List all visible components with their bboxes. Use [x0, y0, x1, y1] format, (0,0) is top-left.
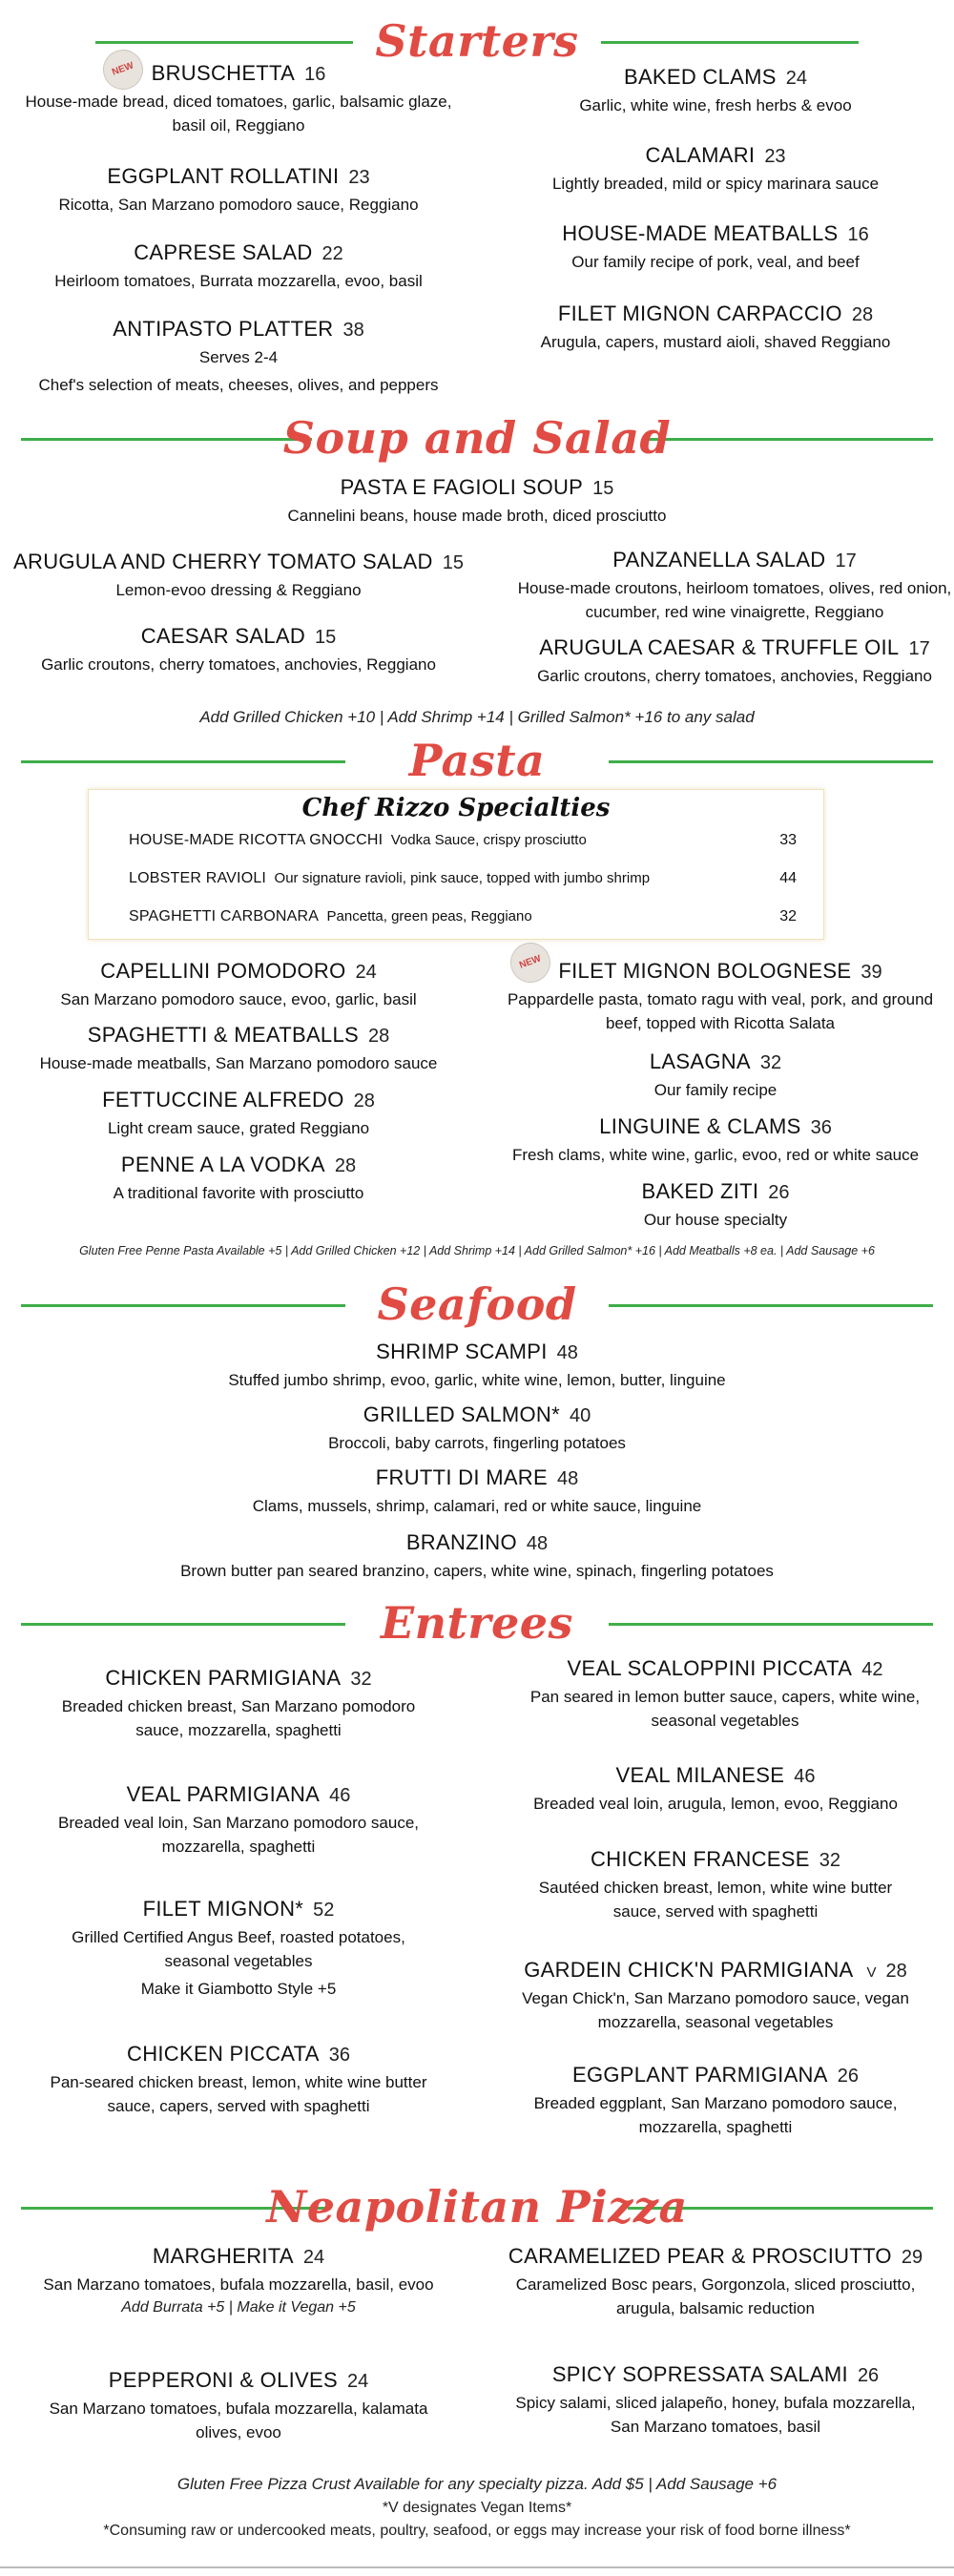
item-description: House-made meatballs, San Marzano pomodoro sauce [39, 1054, 438, 1072]
menu-item [477, 2362, 954, 2439]
menu-item [477, 2063, 954, 2139]
item-description: Garlic croutons, cherry tomatoes, anchovies, Reggiano [41, 655, 436, 674]
salad-addons-note: Add Grilled Chicken +10 | Add Shrimp +14 | Grilled Salmon* +16 to any salad [199, 708, 755, 726]
item-name: BAKED ZITI [641, 1179, 759, 1203]
item-name: FRUTTI DI MARE [375, 1465, 548, 1489]
menu-item [0, 2042, 477, 2118]
item-name: ANTIPASTO PLATTER [113, 317, 334, 341]
specialty-row [129, 908, 797, 925]
item-name: CARAMELIZED PEAR & PROSCIUTTO [508, 2244, 892, 2268]
item-name: LASAGNA [649, 1049, 751, 1073]
item-description: Light cream sauce, grated Reggiano [107, 1119, 370, 1137]
item-price: 16 [847, 224, 869, 245]
section-pizza [0, 2173, 954, 2240]
menu-item [0, 1897, 477, 2001]
item-name: GRILLED SALMON* [363, 1402, 560, 1426]
item-price: 23 [764, 146, 786, 167]
item-description: Garlic, white wine, fresh herbs & evoo [579, 96, 852, 114]
item-description: San Marzano pomodoro sauce, evoo, garlic, basil [60, 990, 417, 1008]
specialty-row [129, 832, 797, 849]
item-description: Broccoli, baby carrots, fingerling potatoes [328, 1434, 626, 1452]
item-price: 24 [785, 68, 808, 89]
item-price: 46 [794, 1766, 816, 1787]
item-description: Serves 2-4 [198, 348, 279, 366]
item-price: 32 [350, 1669, 372, 1690]
item-price: 28 [353, 1091, 375, 1111]
item-name: PENNE A LA VODKA [120, 1153, 325, 1176]
item-name: CAPRESE SALAD [134, 240, 313, 264]
item-name: BRANZINO [405, 1530, 517, 1554]
footer-vegan-note: *V designates Vegan Items* [382, 2500, 572, 2516]
item-price: 15 [592, 478, 614, 499]
item-price: 23 [348, 167, 370, 188]
item-name: CALAMARI [645, 143, 756, 167]
menu-item [0, 317, 477, 397]
specialty-description: Our signature ravioli, pink sauce, topped with jumbo shrimp [274, 870, 651, 886]
item-price: 15 [315, 627, 337, 648]
item-price: 32 [759, 1052, 782, 1073]
section-title: Entrees [381, 1597, 573, 1649]
item-description: House-made croutons, heirloom tomatoes, olives, red onion, cucumber, red wine vinaigrette, Reggiano [517, 579, 952, 621]
menu-item [487, 959, 954, 1035]
item-name: FILET MIGNON* [142, 1897, 304, 1921]
menu-item [477, 1847, 954, 1923]
item-price: 26 [837, 2066, 859, 2087]
item-price: 24 [302, 2247, 325, 2268]
item-name: CHICKEN PARMIGIANA [105, 1666, 342, 1690]
item-price: 46 [329, 1785, 351, 1806]
menu-item [0, 1153, 477, 1205]
menu-item [515, 635, 954, 688]
item-price: 48 [556, 1342, 578, 1363]
item-description: Our family recipe [653, 1081, 778, 1099]
item-name: PEPPERONI & OLIVES [108, 2368, 338, 2392]
item-price: 15 [442, 552, 464, 573]
item-description: Pan-seared chicken breast, lemon, white wine butter sauce, capers, served with spaghetti [50, 2073, 427, 2115]
item-price: 40 [569, 1405, 591, 1426]
item-price: 17 [908, 638, 930, 659]
menu-item [477, 2244, 954, 2320]
item-description: Garlic croutons, cherry tomatoes, anchovies, Reggiano [537, 667, 932, 685]
section-pasta [0, 727, 954, 794]
menu-item [0, 2368, 477, 2444]
item-name: VEAL SCALOPPINI PICCATA [567, 1656, 853, 1680]
item-price: 24 [355, 962, 377, 983]
menu-item [496, 1656, 954, 1733]
specialty-name: HOUSE-MADE RICOTTA GNOCCHI [129, 832, 384, 848]
item-extra: Add Burrata +5 | Make it Vegan +5 [121, 2299, 356, 2316]
section-soup-salad [0, 405, 954, 471]
item-description: Breaded veal loin, arugula, lemon, evoo, Reggiano [533, 1795, 898, 1813]
menu-item [477, 1958, 954, 2034]
item-description: Arugula, capers, mustard aioli, shaved Reggiano [540, 333, 891, 351]
menu-item [0, 1530, 954, 1583]
item-price: 22 [321, 243, 343, 264]
item-description: House-made bread, diced tomatoes, garlic, balsamic glaze, basil oil, Reggiano [25, 93, 452, 135]
item-name: SPAGHETTI & MEATBALLS [87, 1023, 359, 1047]
item-name: EGGPLANT ROLLATINI [107, 164, 340, 188]
menu-item [477, 1763, 954, 1816]
specialty-description: Vodka Sauce, crispy prosciutto [390, 832, 587, 848]
item-name: PASTA E FAGIOLI SOUP [340, 475, 584, 499]
item-description: Heirloom tomatoes, Burrata mozzarella, evoo, basil [54, 272, 423, 290]
item-description: Pappardelle pasta, tomato ragu with veal, pork, and ground beef, topped with Ricotta Salata [507, 990, 934, 1032]
item-description: Breaded eggplant, San Marzano pomodoro sauce, mozzarella, spaghetti [533, 2094, 898, 2136]
section-title: Starters [375, 15, 579, 67]
item-name: FETTUCCINE ALFREDO [102, 1088, 344, 1111]
item-name: BRUSCHETTA [151, 61, 296, 85]
section-title: Soup and Salad [282, 412, 672, 464]
item-price: 28 [885, 1961, 907, 1982]
item-price: 52 [313, 1900, 335, 1921]
item-name: MARGHERITA [152, 2244, 294, 2268]
item-name: FILET MIGNON BOLOGNESE [558, 959, 852, 983]
menu-item [0, 1023, 477, 1075]
item-name: CAESAR SALAD [140, 624, 306, 648]
item-description: Clams, mussels, shrimp, calamari, red or white sauce, linguine [252, 1497, 702, 1515]
menu-item [477, 1114, 954, 1167]
section-title: Neapolitan Pizza [266, 2181, 688, 2233]
item-extra: Chef's selection of meats, cheeses, olives, and peppers [38, 376, 439, 394]
item-price: 39 [861, 962, 882, 983]
menu-item [0, 624, 477, 676]
item-description: Fresh clams, white wine, garlic, evoo, red or white sauce [511, 1146, 920, 1164]
item-description: Pan seared in lemon butter sauce, capers, white wine, seasonal vegetables [529, 1688, 921, 1730]
item-description: Caramelized Bosc pears, Gorgonzola, sliced prosciutto, arugula, balsamic reduction [515, 2275, 916, 2317]
item-description: Sautéed chicken breast, lemon, white wine butter sauce, served with spaghetti [538, 1879, 893, 1921]
item-price: 17 [835, 551, 857, 571]
item-name: SHRIMP SCAMPI [376, 1340, 548, 1363]
chef-specialties-box [88, 789, 824, 940]
menu-item [0, 1402, 954, 1455]
item-name: CHICKEN FRANCESE [591, 1847, 810, 1871]
item-name: GARDEIN CHICK'N PARMIGIANA [524, 1958, 854, 1982]
menu-item [477, 65, 954, 117]
item-description: Breaded veal loin, San Marzano pomodoro sauce, mozzarella, spaghetti [57, 1814, 419, 1856]
item-description: San Marzano tomatoes, bufala mozzarella, kalamata olives, evoo [49, 2399, 428, 2441]
item-price: 48 [526, 1533, 549, 1554]
specialty-description: Pancetta, green peas, Reggiano [326, 908, 532, 924]
item-name: ARUGULA AND CHERRY TOMATO SALAD [13, 550, 433, 573]
item-name: LINGUINE & CLAMS [599, 1114, 801, 1138]
section-entrees [0, 1589, 954, 1656]
specialty-name: SPAGHETTI CARBONARA [129, 908, 320, 924]
menu-item [477, 221, 954, 274]
item-name: FILET MIGNON CARPACCIO [557, 301, 842, 325]
item-name: CHICKEN PICCATA [127, 2042, 320, 2066]
item-extra: Make it Giambotto Style +5 [140, 1980, 337, 1998]
menu-item [477, 1179, 954, 1232]
menu-item [0, 2244, 477, 2319]
menu-item [477, 143, 954, 196]
item-price: 29 [901, 2247, 923, 2268]
item-price: 38 [342, 320, 364, 341]
menu-item [0, 475, 954, 528]
item-name: VEAL MILANESE [615, 1763, 785, 1787]
specialty-row [129, 870, 797, 887]
menu-item [0, 1088, 477, 1140]
item-description: Lightly breaded, mild or spicy marinara sauce [551, 175, 880, 193]
menu-item [0, 1465, 954, 1518]
item-price: 24 [346, 2371, 369, 2392]
item-description: Our house specialty [643, 1211, 788, 1229]
specialties-title: Chef Rizzo Specialties [301, 794, 611, 822]
item-description: San Marzano tomatoes, bufala mozzarella, basil, evoo [43, 2275, 434, 2294]
specialty-price: 32 [779, 908, 797, 924]
item-name: VEAL PARMIGIANA [126, 1782, 321, 1806]
item-description: Cannelini beans, house made broth, diced prosciutto [287, 507, 667, 525]
menu-item [0, 1782, 477, 1859]
menu-item [0, 1666, 477, 1742]
page-bottom-border [0, 2566, 954, 2568]
item-description: A traditional favorite with prosciutto [113, 1184, 364, 1202]
section-title: Seafood [377, 1278, 577, 1330]
item-price: 28 [851, 304, 874, 325]
item-description: Lemon-evoo dressing & Reggiano [115, 581, 362, 599]
item-name: PANZANELLA SALAD [612, 548, 826, 571]
menu-item [0, 550, 477, 602]
item-description: Brown butter pan seared branzino, capers, white wine, spinach, fingerling potatoes [180, 1562, 774, 1580]
item-price: 36 [328, 2045, 350, 2066]
menu-item [0, 164, 477, 217]
footer-pizza-note: Gluten Free Pizza Crust Available for any specialty pizza. Add $5 | Add Sausage +6 [176, 2475, 778, 2493]
item-description: Vegan Chick'n, San Marzano pomodoro sauce, vegan mozzarella, seasonal vegetables [522, 1989, 909, 2031]
menu-item [0, 61, 477, 137]
item-description: Grilled Certified Angus Beef, roasted potatoes, seasonal vegetables [72, 1928, 405, 1970]
item-price: 16 [304, 64, 326, 85]
menu-item [0, 1340, 954, 1392]
item-name: EGGPLANT PARMIGIANA [572, 2063, 828, 2087]
footer-disclaimer: *Consuming raw or undercooked meats, poultry, seafood, or eggs may increase your risk of food borne illness* [103, 2523, 851, 2539]
item-description: Ricotta, San Marzano pomodoro sauce, Reggiano [58, 196, 419, 214]
new-badge: NEW [97, 44, 149, 95]
item-name: ARUGULA CAESAR & TRUFFLE OIL [539, 635, 900, 659]
item-price: 28 [367, 1026, 390, 1047]
section-title: Pasta [408, 735, 546, 786]
item-description: Stuffed jumbo shrimp, evoo, garlic, white wine, lemon, butter, linguine [228, 1371, 726, 1389]
item-price: 26 [768, 1182, 790, 1203]
item-description: Breaded chicken breast, San Marzano pomodoro sauce, mozzarella, spaghetti [61, 1697, 416, 1739]
item-name: SPICY SOPRESSATA SALAMI [551, 2362, 848, 2386]
item-price: 48 [556, 1468, 579, 1489]
item-price: 42 [861, 1659, 883, 1680]
menu-item [0, 240, 477, 293]
item-price: 28 [334, 1155, 357, 1176]
item-name: CAPELLINI POMODORO [100, 959, 346, 983]
pasta-addons-note: Gluten Free Penne Pasta Available +5 | Add Grilled Chicken +12 | Add Shrimp +14 | Add Grilled Salmon* +16 | Add Meatballs +8 ea. | Add Sausage +6 [79, 1244, 875, 1257]
item-name: BAKED CLAMS [623, 65, 777, 89]
new-badge: NEW [505, 937, 556, 988]
item-price: 36 [810, 1117, 832, 1138]
specialty-name: LOBSTER RAVIOLI [129, 870, 267, 886]
specialty-price: 44 [779, 870, 797, 886]
section-seafood [0, 1271, 954, 1338]
item-description: Our family recipe of pork, veal, and beef [571, 253, 860, 271]
vegan-mark: V [866, 1964, 877, 1981]
item-price: 26 [857, 2365, 880, 2386]
menu-item [477, 301, 954, 354]
specialty-price: 33 [779, 832, 797, 848]
item-name: HOUSE-MADE MEATBALLS [562, 221, 839, 245]
menu-item [515, 548, 954, 624]
item-description: Spicy salami, sliced jalapeño, honey, bufala mozzarella, San Marzano tomatoes, basil [515, 2394, 916, 2436]
menu-item [0, 959, 477, 1011]
item-price: 32 [819, 1850, 840, 1871]
menu-item [477, 1049, 954, 1102]
